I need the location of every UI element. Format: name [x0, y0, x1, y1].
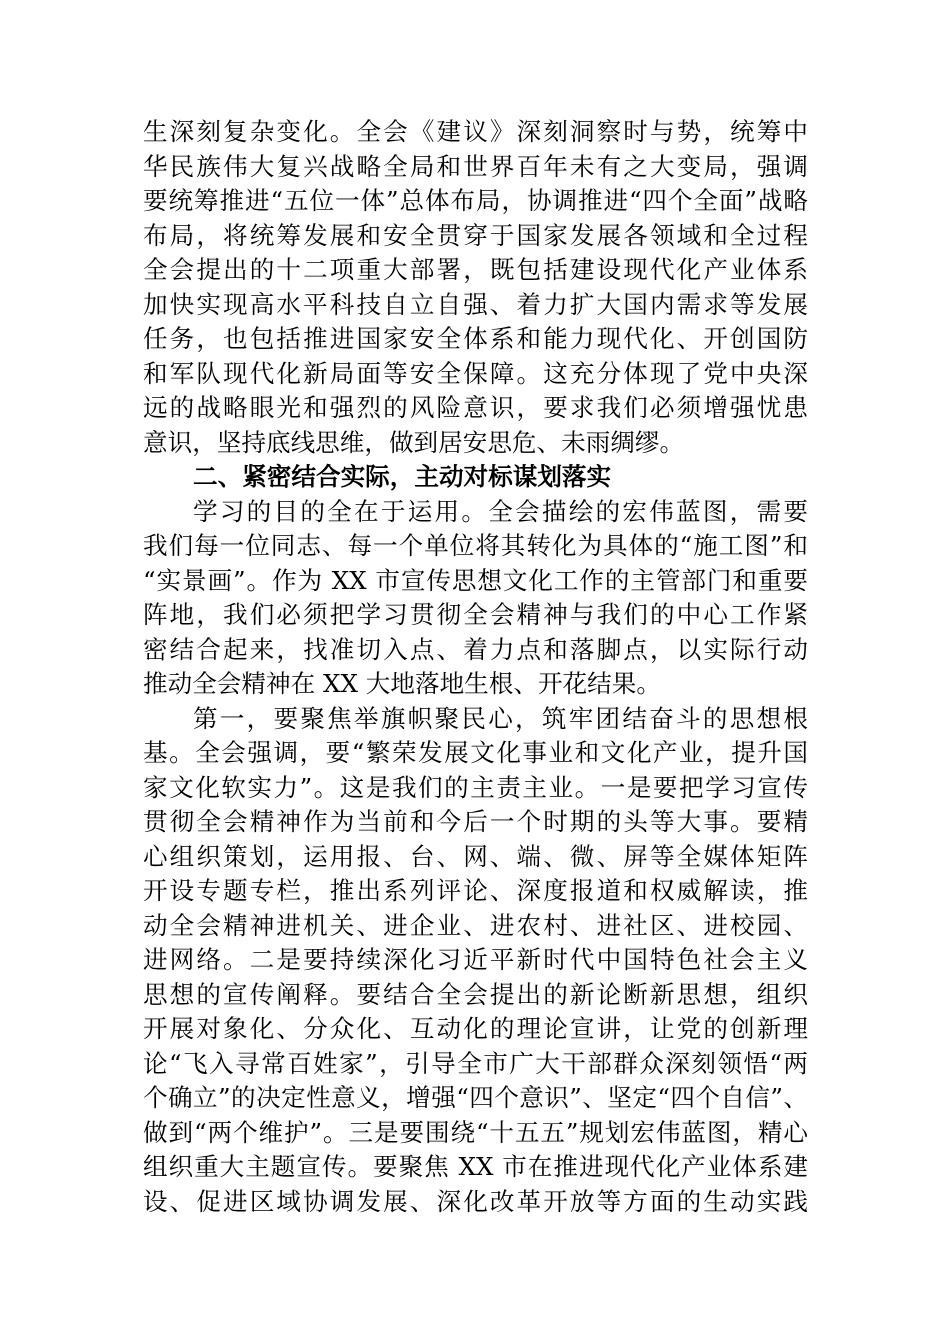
- text-line: 家文化软实力”。这是我们的主责主业。一是要把学习宣传: [143, 772, 808, 802]
- text-line: 开展对象化、分众化、互动化的理论宣讲，让党的创新理: [143, 1014, 808, 1043]
- text-line: 要统筹推进“五位一体”总体布局，协调推进“四个全面”战略: [143, 186, 808, 215]
- text-line: 心组织策划，运用报、台、网、端、微、屏等全媒体矩阵: [143, 841, 808, 871]
- text-line: 动全会精神进机关、进企业、进农村、进社区、进校园、: [143, 910, 808, 940]
- text-line: 思想的宣传阐释。要结合全会提出的新论断新思想，组织: [143, 979, 808, 1009]
- text-line: 远的战略眼光和强烈的风险意识，要求我们必须增强忧患: [143, 393, 808, 422]
- document-body: [143, 115, 808, 1219]
- text-line: 意识，坚持底线思维，做到居安思危、未雨绸缪。: [143, 427, 685, 457]
- text-line: 设、促进区域协调发展、深化改革开放等方面的生动实践: [143, 1186, 808, 1216]
- text-line: 和军队现代化新局面等安全保障。这充分体现了党中央深: [143, 358, 808, 388]
- text-line: 个确立”的决定性意义，增强“四个意识”、坚定“四个自信”、: [143, 1083, 808, 1112]
- text-line: 生深刻复杂变化。全会《建议》深刻洞察时与势，统筹中: [143, 117, 808, 146]
- text-line: 第一，要聚焦举旗帜聚民心，筑牢团结奋斗的思想根: [193, 703, 808, 733]
- text-line: 任务，也包括推进国家安全体系和能力现代化、开创国防: [143, 324, 808, 353]
- text-line: 组织重大主题宣传。要聚焦 XX 市在推进现代化产业体系建: [143, 1152, 808, 1181]
- text-line: 华民族伟大复兴战略全局和世界百年未有之大变局，强调: [143, 151, 808, 181]
- text-line: 做到“两个维护”。三是要围绕“十五五”规划宏伟蓝图，精心: [143, 1117, 808, 1147]
- text-line: 我们每一位同志、每一个单位将其转化为具体的“施工图”和: [143, 531, 808, 560]
- text-line: 学习的目的全在于运用。全会描绘的宏伟蓝图，需要: [193, 496, 808, 526]
- text-line: 开设专题专栏，推出系列评论、深度报道和权威解读，推: [143, 876, 808, 905]
- text-line: 基。全会强调，要“繁荣发展文化事业和文化产业，提升国: [143, 738, 808, 767]
- text-line: 布局，将统筹发展和安全贯穿于国家发展各领域和全过程: [143, 220, 808, 250]
- text-line: “实景画”。作为 XX 市宣传思想文化工作的主管部门和重要: [143, 565, 808, 595]
- text-line: 推动全会精神在 XX 大地落地生根、开花结果。: [143, 669, 661, 698]
- text-line: 密结合起来，找准切入点、着力点和落脚点，以实际行动: [143, 634, 808, 664]
- text-line: 阵地，我们必须把学习贯彻全会精神与我们的中心工作紧: [143, 600, 808, 629]
- text-line: 加快实现高水平科技自立自强、着力扩大国内需求等发展: [143, 289, 808, 319]
- text-line: 论“飞入寻常百姓家”，引导全市广大干部群众深刻领悟“两: [143, 1048, 808, 1078]
- text-line: 进网络。二是要持续深化习近平新时代中国特色社会主义: [143, 945, 808, 974]
- section-heading: 二、紧密结合实际，主动对标谋划落实: [193, 462, 612, 491]
- text-line: 贯彻全会精神作为当前和今后一个时期的头等大事。要精: [143, 807, 808, 836]
- text-line: 全会提出的十二项重大部署，既包括建设现代化产业体系: [143, 255, 808, 284]
